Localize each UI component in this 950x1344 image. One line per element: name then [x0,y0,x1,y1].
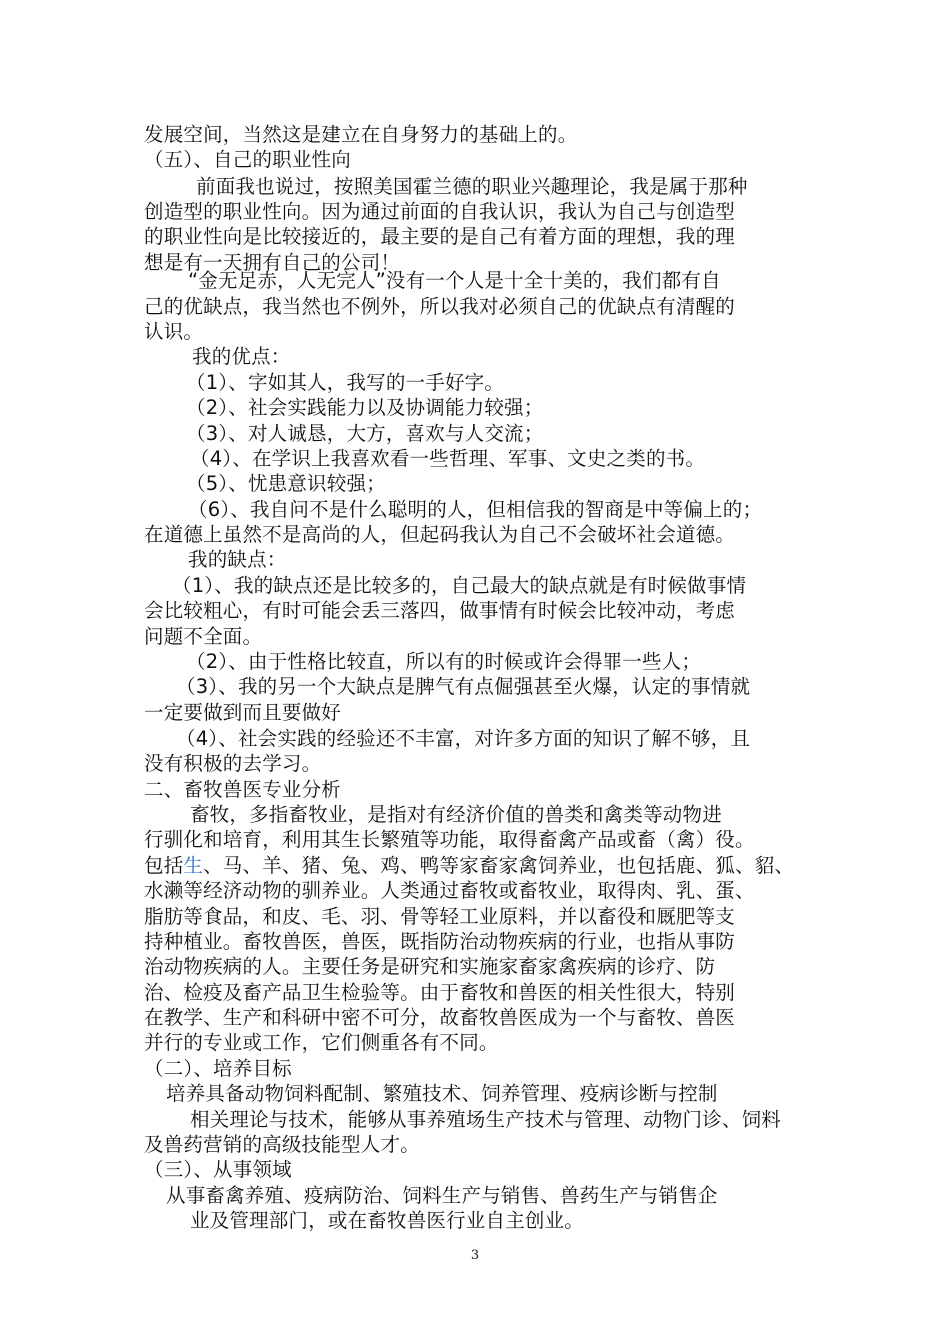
text-line: 想是有一天拥有自己的公司！ [144,251,401,274]
text-span: 包括 [144,854,184,877]
text-line: 在教学、生产和科研中密不可分，故畜牧兽医成为一个与畜牧、兽医 [144,1006,736,1029]
section-heading: 二、畜牧兽医专业分析 [144,778,342,801]
section-heading: 培养具备动物饲料配制、繁殖技术、饲养管理、疫病诊断与控制 [166,1082,718,1105]
text-line: （三）、从事领域 [144,1158,292,1181]
text-line: 问题不全面。 [144,625,263,648]
text-line: 己的优缺点，我当然也不例外，所以我对必须自己的优缺点有清醒的 [144,295,736,318]
text-line: 前面我也说过，按照美国霍兰德的职业兴趣理论，我是属于那种 [196,175,748,198]
text-line: 创造型的职业性向。因为通过前面的自我认识，我认为自己与创造型 [144,200,736,223]
section-heading: （五）、自己的职业性向 [144,148,351,171]
text-line: 持种植业。畜牧兽医，兽医，既指防治动物疾病的行业，也指从事防 [144,930,736,953]
text-line: 并行的专业或工作，它们侧重各有不同。 [144,1031,499,1054]
text-line: 治动物疾病的人。主要任务是研究和实施家畜家禽疾病的诊疗、防 [144,955,716,978]
text-line: 的职业性向是比较接近的，最主要的是自己有着方面的理想，我的理 [144,225,736,248]
text-line: 相关理论与技术，能够从事养殖场生产技术与管理、动物门诊、饲料 [190,1108,782,1131]
section-heading: 从事畜禽养殖、疫病防治、饲料生产与销售、兽药生产与销售企 [166,1184,718,1207]
text-line: 行驯化和培育，利用其生长繁殖等功能，取得畜禽产品或畜（禽）役。 [144,828,755,851]
text-span: 、马、羊、猪、兔、鸡、鸭等家畜家禽饲养业，也包括鹿、狐、貂、 [203,854,795,877]
text-line: 会比较粗心，有时可能会丢三落四，做事情有时候会比较冲动，考虑 [144,599,736,622]
list-item: （1）、字如其人，我写的一手好字。 [186,371,505,394]
text-line: 在道德上虽然不是高尚的人，但起码我认为自己不会破坏社会道德。 [144,523,736,546]
subheading: 我的优点： [192,345,291,368]
list-item: （3）、对人诚恳，大方，喜欢与人交流； [186,422,544,445]
text-line: 认识。 [144,320,204,343]
text-line: （二）、培养目标 [144,1057,292,1080]
text-line: 发展空间，当然这是建立在自身努力的基础上的。 [144,123,578,146]
hyperlink-text[interactable]: 生 [183,854,204,877]
text-line: 脂肪等食品，和皮、毛、羽、骨等轻工业原料，并以畜役和厩肥等支 [144,905,736,928]
list-item: （6）、我自问不是什么聪明的人，但相信我的智商是中等偏上的； [188,498,763,521]
list-item: （1）、我的缺点还是比较多的，自己最大的缺点就是有时候做事情 [172,574,747,597]
text-line: 一定要做到而且要做好 [144,701,342,724]
text-line: 治、检疫及畜产品卫生检验等。由于畜牧和兽医的相关性很大，特别 [144,981,736,1004]
text-line: 及兽药营销的高级技能型人才。 [144,1133,420,1156]
list-item: （2）、社会实践能力以及协调能力较强； [186,396,544,419]
subheading: 我的缺点： [188,548,287,571]
list-item: （2）、由于性格比较直，所以有的时候或许会得罪一些人； [186,650,702,673]
list-item: （3）、我的另一个大缺点是脾气有点倔强甚至火爆，认定的事情就 [176,675,751,698]
page-number: 3 [470,1248,480,1263]
text-line: “金无足赤，人无完人”没有一个人是十全十美的，我们都有自 [188,269,721,292]
text-line: 业及管理部门，或在畜牧兽医行业自主创业。 [190,1209,585,1232]
list-item: （4）、在学识上我喜欢看一些哲理、军事、文史之类的书。 [190,447,706,470]
text-line [144,853,794,879]
list-item: （5）、忧患意识较强； [186,472,386,495]
text-line: 畜牧，多指畜牧业，是指对有经济价值的兽类和禽类等动物进 [190,803,722,826]
text-line: 水濑等经济动物的驯养业。人类通过畜牧或畜牧业，取得肉、乳、蛋、 [144,879,755,902]
list-item: （4）、社会实践的经验还不丰富，对许多方面的知识了解不够，且 [176,727,751,750]
text-line: 没有积极的去学习。 [144,752,322,775]
